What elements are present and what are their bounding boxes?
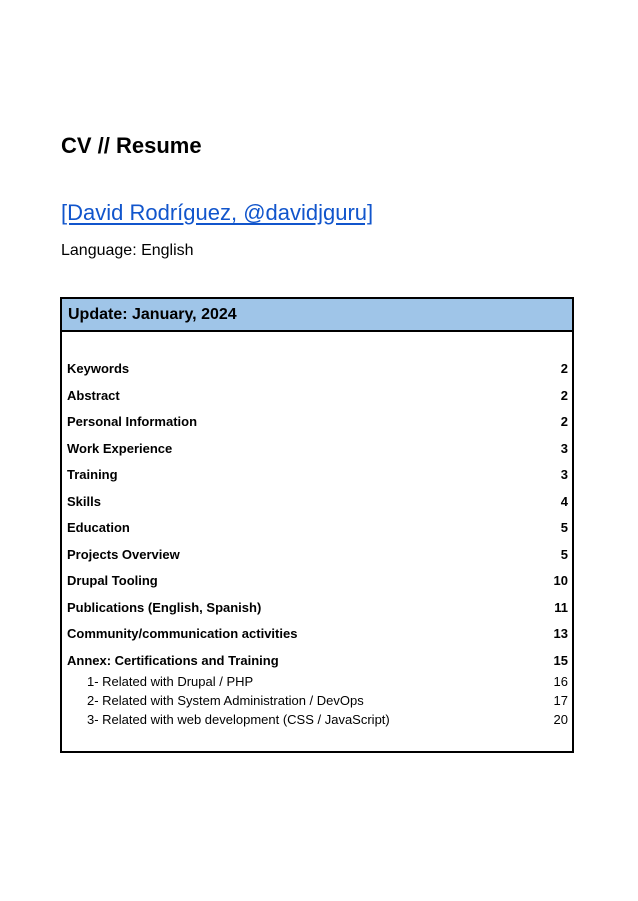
toc-entry-label: Publications (English, Spanish) <box>67 599 262 615</box>
toc-entry-community-activities[interactable] <box>67 626 568 653</box>
toc-subentry-web-development[interactable] <box>67 712 568 731</box>
toc-entry-label: Skills <box>67 493 101 509</box>
toc-entry-label: Annex: Certifications and Training <box>67 652 279 668</box>
toc-entry-page: 15 <box>553 652 568 668</box>
toc-entry-abstract[interactable] <box>67 388 568 415</box>
page-title: CV // Resume <box>61 133 202 158</box>
toc-entry-page: 11 <box>554 599 568 615</box>
toc-list <box>67 361 568 731</box>
toc-entry-annex[interactable] <box>67 653 568 674</box>
toc-entry-skills[interactable] <box>67 494 568 521</box>
toc-entry-publications[interactable] <box>67 600 568 627</box>
toc-entry-label: Education <box>67 520 130 535</box>
toc-header-label: Update: January, 2024 <box>68 305 237 323</box>
toc-entry-projects-overview[interactable] <box>67 547 568 574</box>
toc-entry-label: Work Experience <box>67 440 173 456</box>
toc-entry-page: 2 <box>560 361 568 376</box>
toc-entry-page: 10 <box>553 573 568 588</box>
toc-entry-page: 4 <box>560 493 568 509</box>
language-line: Language: English <box>61 242 194 259</box>
toc-subentry-label: 2- Related with System Administration / DevOps <box>87 692 364 708</box>
toc-entry-page: 5 <box>560 520 568 535</box>
toc-subentry-label: 1- Related with Drupal / PHP <box>87 673 254 689</box>
toc-entry-page: 2 <box>560 387 568 403</box>
toc-entry-label: Drupal Tooling <box>67 573 158 588</box>
toc-entry-label: Projects Overview <box>67 546 180 562</box>
toc-entry-education[interactable] <box>67 520 568 547</box>
toc-entry-page: 3 <box>560 440 568 456</box>
toc-subentry-page: 17 <box>553 692 568 708</box>
toc-entry-page: 2 <box>560 414 568 429</box>
toc-entry-label: Keywords <box>67 361 130 376</box>
toc-entry-page: 3 <box>560 467 568 482</box>
toc-entry-label: Community/communication activities <box>67 626 298 641</box>
toc-subentry-page: 20 <box>553 711 568 727</box>
toc-entry-label: Training <box>67 467 118 482</box>
toc-entry-page: 13 <box>553 626 568 641</box>
toc-subentry-page: 16 <box>553 673 568 689</box>
toc-entry-work-experience[interactable] <box>67 441 568 468</box>
toc-subentry-sysadmin-devops[interactable] <box>67 693 568 712</box>
toc-entry-keywords[interactable] <box>67 361 568 388</box>
author-link[interactable]: [David Rodríguez, @davidjguru] <box>61 200 374 225</box>
toc-entry-label: Abstract <box>67 387 120 403</box>
toc-entry-training[interactable] <box>67 467 568 494</box>
toc-subentry-drupal-php[interactable] <box>67 674 568 693</box>
toc-subentry-label: 3- Related with web development (CSS / JavaScript) <box>87 711 390 727</box>
toc-entry-drupal-tooling[interactable] <box>67 573 568 600</box>
toc-entry-label: Personal Information <box>67 414 198 429</box>
toc-header <box>62 299 572 332</box>
toc-entry-page: 5 <box>560 546 568 562</box>
toc-entry-personal-information[interactable] <box>67 414 568 441</box>
table-of-contents <box>60 297 574 753</box>
